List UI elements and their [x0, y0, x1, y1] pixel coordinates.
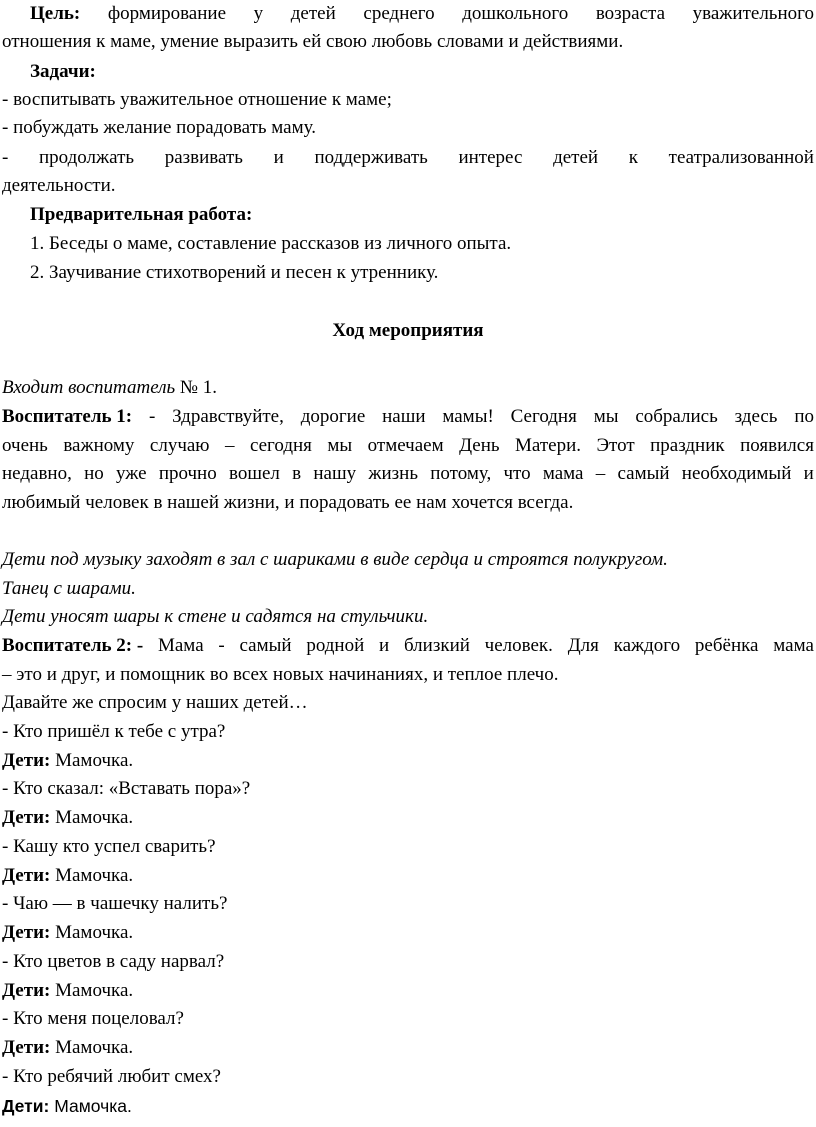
answer-text: Мамочка.: [50, 807, 134, 828]
speech-word: здесь: [734, 406, 778, 427]
dialogue-question: - Чаю — в чашечку налить?: [2, 893, 228, 914]
task-word: поддерживать: [314, 147, 428, 168]
speech-word: мама: [542, 463, 584, 484]
goal-word: среднего: [363, 3, 435, 24]
task-word: к: [628, 147, 638, 168]
speech-word: Этот: [596, 435, 635, 456]
enter-number: № 1.: [175, 377, 218, 398]
dialogue-answer: [2, 922, 133, 944]
speech-word: мы: [327, 435, 353, 456]
dialogue-answer: [2, 1037, 133, 1059]
dialogue-answer: [2, 865, 133, 887]
task-item-1: - воспитывать уважительное отношение к маме;: [2, 89, 392, 110]
answer-text: Мамочка.: [50, 922, 134, 943]
task-word: и: [273, 147, 284, 168]
goal-label: Цель:: [30, 3, 81, 24]
task-word: -: [2, 147, 9, 168]
children-label: Дети:: [2, 922, 51, 943]
answer-text: Мамочка.: [50, 1037, 134, 1058]
speech-word: важному: [63, 435, 135, 456]
stage-direction: Дети уносят шары к стене и садятся на стульчики.: [2, 606, 429, 627]
stage-direction: Дети под музыку заходят в зал с шариками в виде сердца и строятся полукругом.: [2, 549, 668, 570]
speech-word: каждого: [613, 635, 681, 656]
speech-word: очень: [2, 435, 48, 456]
teacher2-label: Воспитатель 2: -: [2, 635, 144, 656]
speech-word: Мама: [157, 635, 204, 656]
task-item-2: - побуждать желание порадовать маму.: [2, 117, 316, 138]
speech-word: самый: [617, 463, 670, 484]
answer-text: Мамочка.: [50, 750, 134, 771]
teacher1-label: Воспитатель 1:: [2, 406, 133, 427]
dialogue-answer: [2, 750, 133, 772]
speech-word: родной: [306, 635, 365, 656]
task-word: детей: [553, 147, 599, 168]
speech-word: сегодня: [249, 435, 312, 456]
dialogue-question: - Кашу кто успел сварить?: [2, 836, 216, 857]
speech-word: мамы!: [442, 406, 494, 427]
dialogue-answer: [2, 980, 133, 1002]
children-label: Дети:: [2, 1096, 50, 1116]
speech-word: в: [292, 463, 302, 484]
speech-word: самый: [239, 635, 292, 656]
speech-word: -: [148, 406, 156, 427]
prep-heading: Предварительная работа:: [30, 204, 253, 225]
speech-word: потому,: [430, 463, 492, 484]
speech-word: мы: [593, 406, 619, 427]
speech-word: и: [803, 463, 814, 484]
speech-word: Матери.: [515, 435, 582, 456]
dialogue-question: - Кто цветов в саду нарвал?: [2, 951, 225, 972]
teacher2-line-2: – это и друг, и помощник во всех новых начинаниях, и теплое плечо.: [2, 664, 559, 685]
goal-word: детей: [290, 3, 336, 24]
speech-word: нашу: [313, 463, 357, 484]
speech-word: отмечаем: [367, 435, 444, 456]
section-title: Ход мероприятия: [332, 320, 484, 341]
answer-text: Мамочка.: [50, 980, 134, 1001]
children-label: Дети:: [2, 807, 51, 828]
children-label: Дети:: [2, 750, 51, 771]
speech-word: –: [595, 463, 606, 484]
enter-line: [2, 377, 217, 399]
speech-word: Сегодня: [510, 406, 577, 427]
dialogue-question: - Кто меня поцеловал?: [2, 1008, 184, 1029]
dialogue-answer: [2, 807, 133, 829]
speech-word: случаю: [149, 435, 210, 456]
speech-word: собрались: [635, 406, 718, 427]
speech-word: –: [224, 435, 235, 456]
children-label: Дети:: [2, 1037, 51, 1058]
speech-word: появился: [740, 435, 814, 456]
answer-text: Мамочка.: [49, 1096, 132, 1116]
enter-italic: Входит воспитатель: [2, 377, 176, 398]
speech-word: необходимый: [681, 463, 792, 484]
teacher1-line-4: любимый человек в нашей жизни, и порадовать ее нам хочется всегда.: [2, 492, 574, 513]
speech-word: Для: [567, 635, 599, 656]
speech-word: дорогие: [300, 406, 366, 427]
teacher2-line-1: [2, 635, 814, 657]
goal-line-2: отношения к маме, умение выразить ей свою любовь словами и действиями.: [2, 31, 624, 52]
task-word: интерес: [458, 147, 523, 168]
task-word: театрализованной: [668, 147, 814, 168]
speech-word: близкий: [403, 635, 470, 656]
prep-item-1: 1. Беседы о маме, составление рассказов из личного опыта.: [30, 233, 512, 254]
speech-word: человек.: [484, 635, 553, 656]
stage-direction: Танец с шарами.: [2, 578, 136, 599]
task-word: развивать: [164, 147, 243, 168]
dialogue-question: - Кто сказал: «Вставать пора»?: [2, 778, 251, 799]
dialogue-question: - Кто ребячий любит смех?: [2, 1066, 221, 1087]
speech-word: но: [84, 463, 104, 484]
goal-line-1: [2, 3, 814, 25]
speech-word: что: [503, 463, 531, 484]
speech-word: по: [794, 406, 814, 427]
answer-text: Мамочка.: [50, 865, 134, 886]
speech-word: Здравствуйте,: [172, 406, 284, 427]
teacher1-line-3: [2, 463, 814, 485]
speech-word: -: [218, 635, 225, 656]
teacher1-line-1: [2, 406, 814, 428]
goal-word: уважительного: [692, 3, 814, 24]
children-label: Дети:: [2, 865, 51, 886]
speech-word: День: [459, 435, 500, 456]
goal-word: у: [253, 3, 264, 24]
speech-word: ребёнка: [694, 635, 759, 656]
dialogue-question: - Кто пришёл к тебе с утра?: [2, 721, 226, 742]
speech-word: вошел: [228, 463, 280, 484]
teacher1-line-2: [2, 435, 814, 457]
goal-word: формирование: [107, 3, 227, 24]
task-item-3-line-1: [2, 147, 814, 169]
speech-word: наши: [382, 406, 426, 427]
task-word: продолжать: [39, 147, 135, 168]
speech-word: и: [379, 635, 390, 656]
task-item-3-line-2: деятельности.: [2, 175, 116, 196]
speech-word: праздник: [650, 435, 725, 456]
speech-word: прочно: [158, 463, 217, 484]
teacher2-line-3: Давайте же спросим у наших детей…: [2, 692, 308, 713]
prep-item-2: 2. Заучивание стихотворений и песен к утреннику.: [30, 262, 439, 283]
dialogue-answer: [2, 1096, 132, 1117]
children-label: Дети:: [2, 980, 51, 1001]
speech-word: жизнь: [368, 463, 418, 484]
goal-word: возраста: [595, 3, 666, 24]
speech-word: недавно,: [2, 463, 72, 484]
speech-word: мама: [773, 635, 814, 656]
goal-word: дошкольного: [462, 3, 569, 24]
tasks-heading: Задачи:: [30, 61, 96, 82]
speech-word: уже: [116, 463, 147, 484]
